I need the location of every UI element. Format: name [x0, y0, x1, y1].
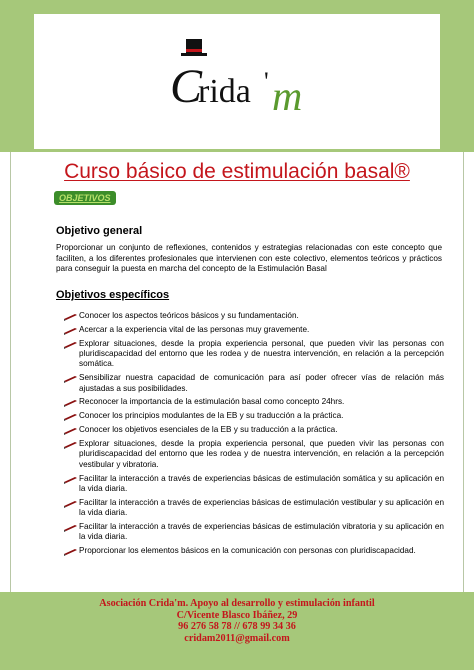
pen-icon — [64, 426, 78, 435]
pen-icon — [64, 374, 78, 383]
specific-objectives-list — [64, 311, 444, 560]
list-item-text: Sensibilizar nuestra capacidad de comunicación para así poder ofrecer vías de relación más ajustadas a sus posibilidades. — [79, 373, 444, 393]
list-item — [64, 439, 444, 470]
list-item-text: Reconocer la importancia de la estimulación basal como concepto 24hrs. — [79, 397, 345, 407]
pen-icon — [64, 412, 78, 421]
svg-text:C: C — [170, 60, 203, 113]
logo-panel — [34, 14, 440, 149]
list-item — [64, 498, 444, 519]
list-item-text: Facilitar la interacción a través de experiencias básicas de estimulación somática y su aplicación en la vida diaria. — [79, 473, 444, 493]
top-hat-icon — [181, 39, 207, 56]
list-item-text: Explorar situaciones, desde la propia experiencia personal, que pueden vivir las personas con pluridiscapacidad del entorno que les rodea y de nuestra intervención, en relación a la percepción somática. — [79, 338, 444, 369]
pen-icon — [64, 340, 78, 349]
pen-icon — [64, 475, 78, 484]
pen-icon — [64, 499, 78, 508]
list-item-text: Facilitar la interacción a través de experiencias básicas de estimulación vibratoria y su aplicación en la vida diaria. — [79, 521, 444, 542]
cridam-logo — [34, 14, 440, 149]
list-item — [64, 397, 444, 407]
general-objective-text: Proporcionar un conjunto de reflexiones, contenidos y estrategias relacionadas con este concepto que faciliten, a los diferentes profesionales que intervienen con este colectivo, elementos teóricos y prácticos para conseguir la puesta en marcha del concepto de la Estimulación Basal — [56, 243, 442, 273]
pen-icon — [64, 398, 78, 407]
list-item-text: Conocer los objetivos esenciales de la EB y su traducción a la práctica. — [79, 425, 338, 435]
footer-contact — [0, 598, 474, 644]
list-item — [64, 339, 444, 370]
footer-email[interactable]: cridam2011@gmail.com — [184, 632, 290, 644]
svg-text:rida: rida — [198, 73, 251, 110]
pen-icon — [64, 312, 78, 321]
objectives-badge: OBJETIVOS — [54, 191, 116, 205]
list-item-text: Explorar situaciones, desde la propia experiencia personal, que pueden vivir las personas con pluridiscapacidad del entorno que les rodea y de nuestra intervención, en relación a la percepción vestibular y vibratoria. — [79, 439, 444, 469]
general-objective-heading: Objetivo general — [56, 225, 143, 237]
list-item — [64, 311, 444, 321]
pen-icon — [64, 523, 78, 532]
list-item — [64, 474, 444, 495]
footer-address: C/Vicente Blasco Ibáñez, 29 — [176, 609, 298, 621]
list-item — [64, 522, 444, 543]
page-title: Curso básico de estimulación basal® — [64, 160, 410, 183]
list-item-text: Conocer los principios modulantes de la EB y su traducción a la práctica. — [79, 411, 344, 421]
footer-phones: 96 276 58 78 // 678 99 34 36 — [178, 621, 296, 633]
footer-association: Asociación Crida'm. Apoyo al desarrollo y estimulación infantil — [99, 598, 375, 609]
svg-text:m: m — [272, 74, 303, 120]
svg-text:': ' — [264, 67, 269, 96]
list-item — [64, 425, 444, 435]
list-item — [64, 325, 444, 335]
pen-icon — [64, 326, 78, 335]
specific-objectives-heading: Objetivos específicos — [56, 289, 170, 301]
list-item — [64, 546, 444, 556]
list-item-text: Conocer los aspectos teóricos básicos y su fundamentación. — [79, 311, 299, 320]
list-item-text: Proporcionar los elementos básicos en la comunicación con personas con pluridiscapacidad. — [79, 546, 416, 556]
pen-icon — [64, 547, 78, 556]
list-item-text: Acercar a la experiencia vital de las personas muy gravemente. — [79, 324, 310, 334]
list-item — [64, 411, 444, 421]
list-item-text: Facilitar la interacción a través de experiencias básicas de estimulación vestibular y su aplicación en la vida diaria. — [79, 497, 444, 518]
list-item — [64, 373, 444, 394]
pen-icon — [64, 440, 78, 449]
